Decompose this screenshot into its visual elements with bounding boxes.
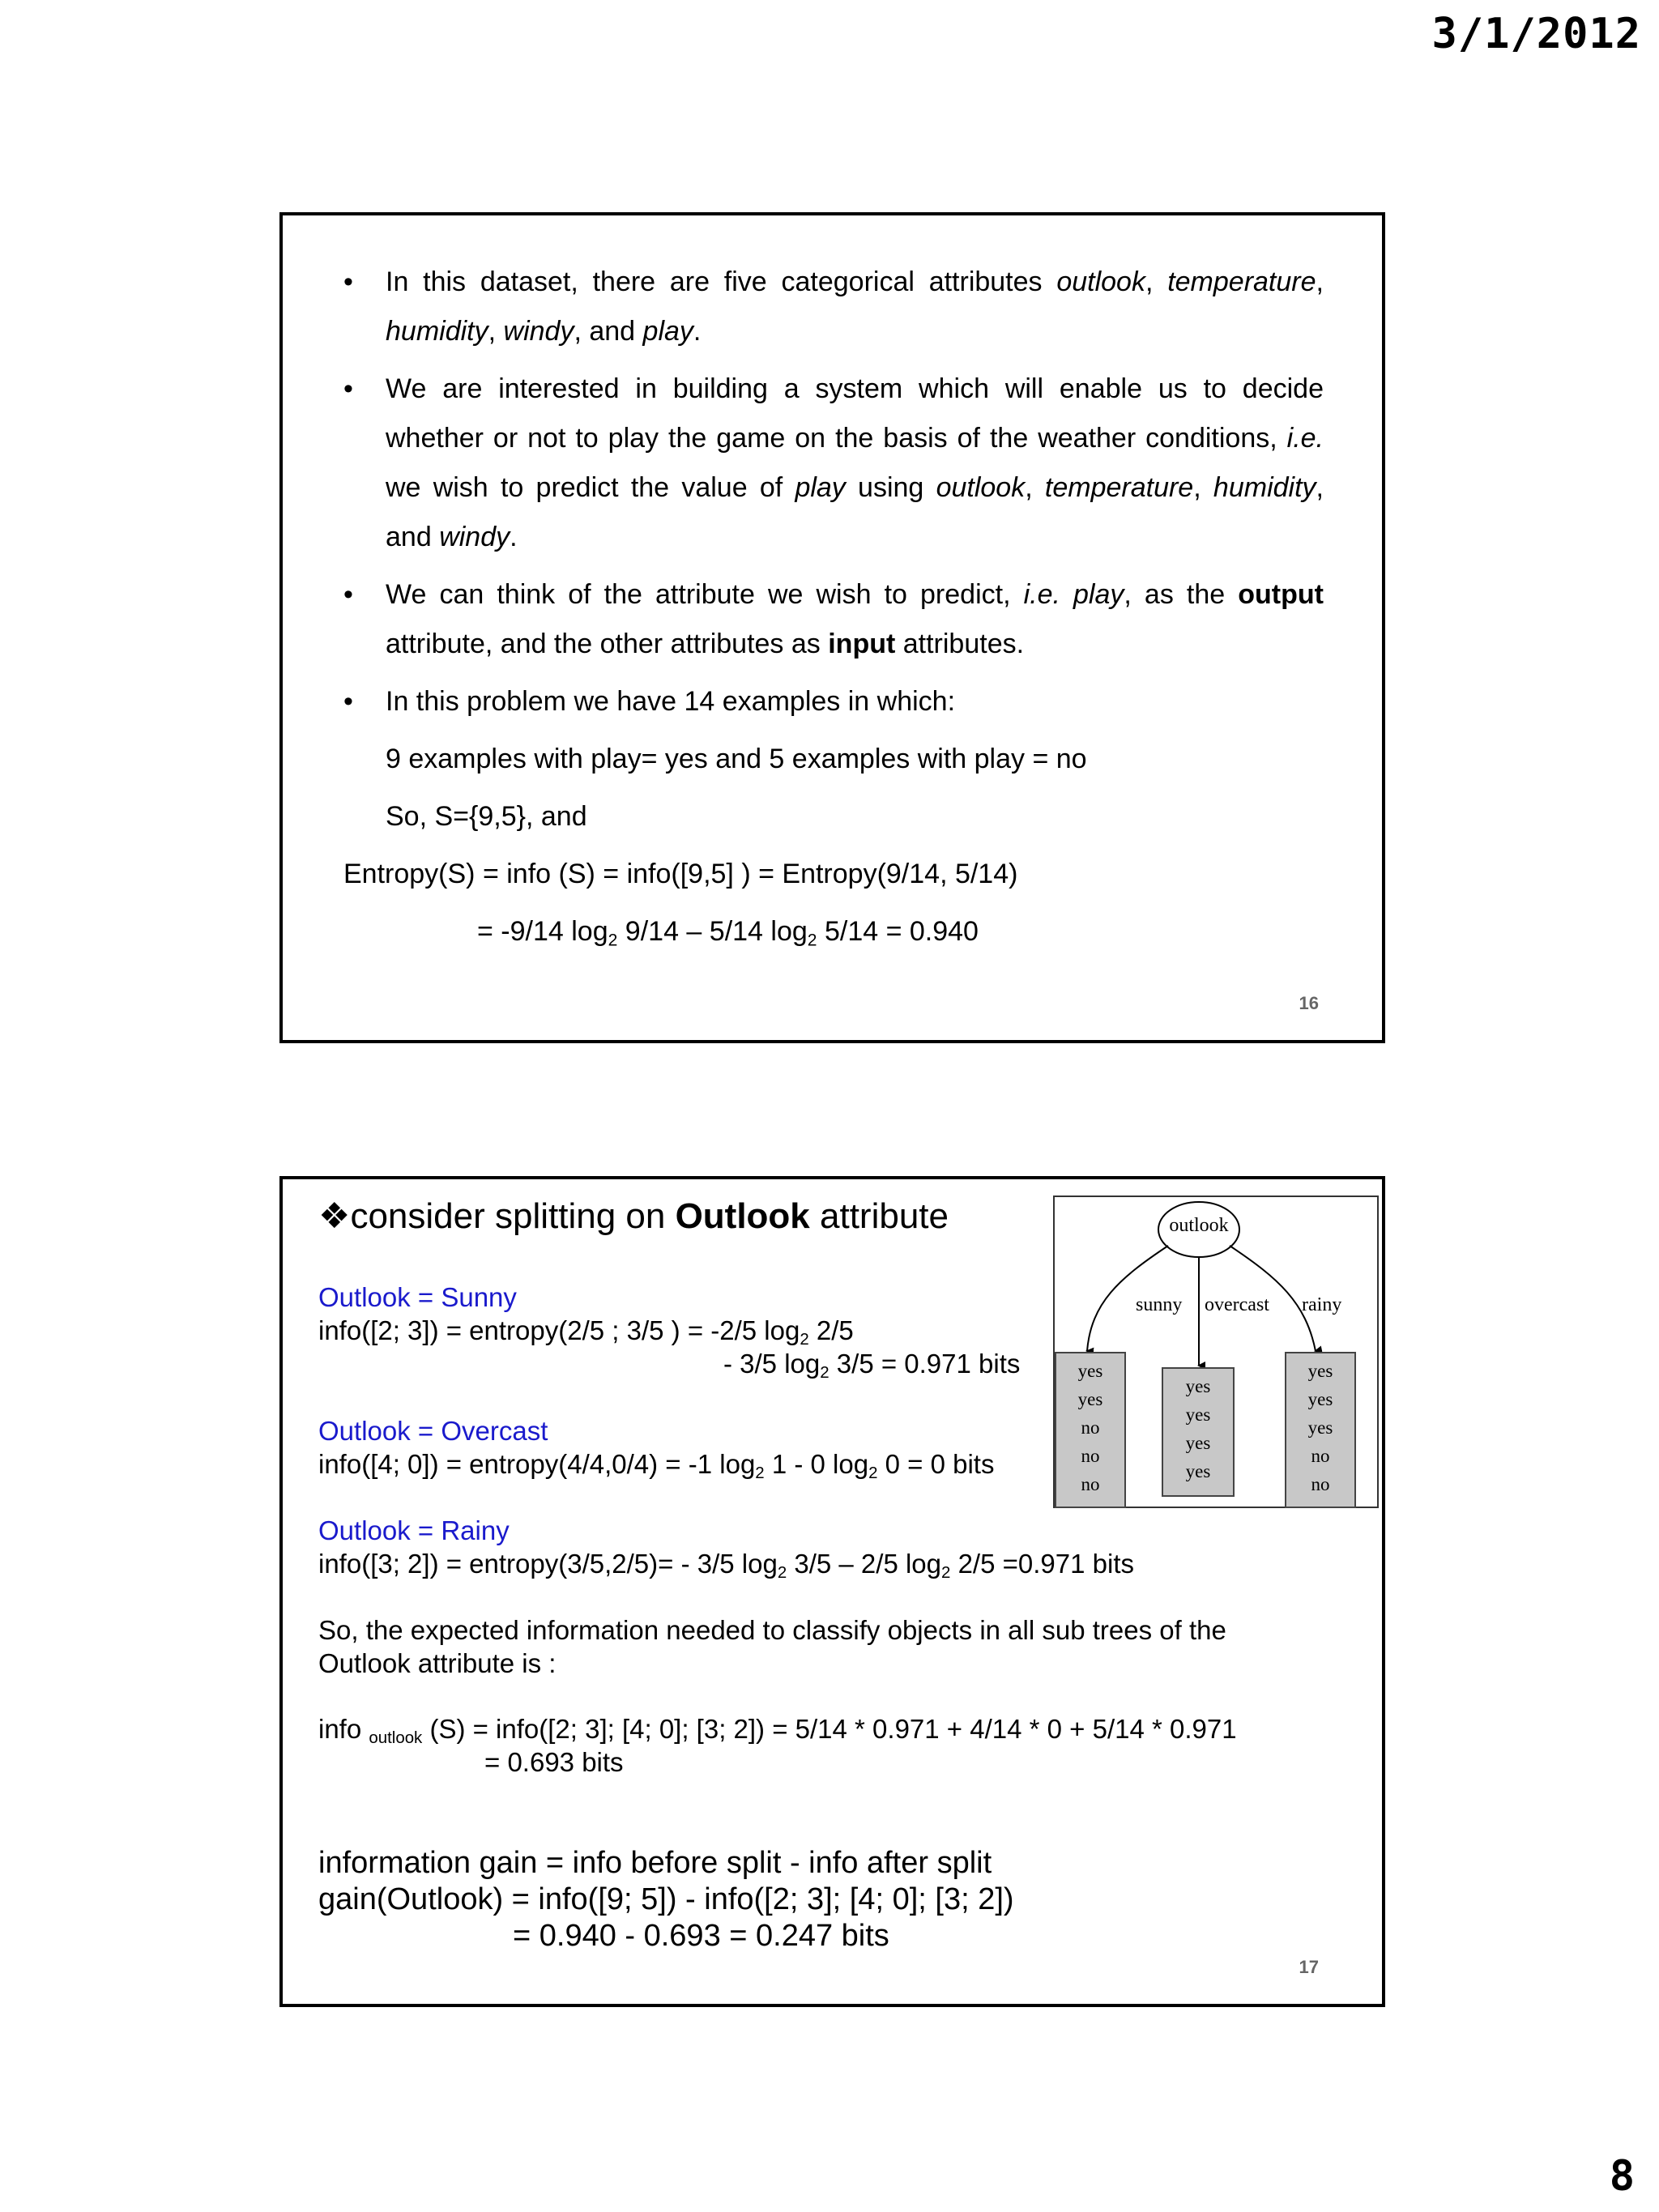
leaf-value: yes (1185, 1404, 1211, 1425)
text: info([3; 2]) = entropy(3/5,2/5)= - 3/5 log (318, 1549, 778, 1579)
text: , (1145, 266, 1168, 297)
text: we wish to predict the value of (386, 472, 795, 503)
subscript: 2 (868, 1464, 878, 1483)
text: , (488, 316, 504, 347)
leaf-value: yes (1185, 1433, 1211, 1453)
subscript: 2 (820, 1363, 830, 1383)
subscript: 2 (800, 1330, 809, 1349)
leaf-value: yes (1185, 1461, 1211, 1481)
examples-count: 9 examples with play= yes and 5 examples with play = no (386, 744, 1087, 774)
leaf-value: no (1081, 1446, 1100, 1466)
text-italic: windy (439, 522, 510, 552)
text-italic: humidity (1213, 472, 1316, 503)
leaf-value: yes (1307, 1417, 1333, 1438)
set-definition: So, S={9,5}, and (386, 801, 587, 832)
rainy-block (318, 1514, 1134, 1583)
leaf-sunny (1055, 1352, 1126, 1508)
slide-17 (279, 1176, 1385, 2007)
text: Outlook attribute is : (318, 1648, 557, 1678)
subscript: 2 (777, 1563, 787, 1583)
branch-label-overcast: overcast (1205, 1294, 1269, 1315)
page-number: 8 (1609, 2152, 1635, 2201)
text: attribute, and the other attributes as (386, 629, 829, 659)
bullet-goal (343, 364, 1324, 562)
leaf-overcast (1162, 1367, 1235, 1497)
text: 2/5 =0.971 bits (950, 1549, 1134, 1579)
sunny-line-1 (318, 1314, 1020, 1347)
text: attribute (809, 1196, 949, 1236)
information-gain (318, 1845, 1014, 1954)
text: , and (574, 316, 643, 347)
text: 1 - 0 log (764, 1449, 869, 1479)
text: attributes. (895, 629, 1025, 659)
entropy-equation: Entropy(S) = info (S) = info([9,5] ) = Entropy(9/14, 5/14) (343, 859, 1018, 889)
text: , and (386, 472, 1324, 552)
decision-tree-figure (1053, 1196, 1379, 1508)
text: , (1316, 266, 1324, 297)
subscript: outlook (369, 1728, 423, 1748)
text: info (318, 1714, 369, 1744)
text: = -9/14 log (477, 916, 608, 947)
text: So, the expected information needed to classify objects in all sub trees of the (318, 1615, 1226, 1645)
leaf-value: yes (1307, 1361, 1333, 1381)
sunny-line-2 (318, 1347, 1021, 1383)
sunny-block (318, 1281, 1021, 1383)
text: using (845, 472, 936, 503)
leaf-value: yes (1077, 1361, 1103, 1381)
text: We are interested in building a system which will enable us to decide whether or not to play the game on the basis of the weather conditions, (386, 373, 1324, 454)
subscript: 2 (755, 1464, 765, 1483)
subscript: 2 (807, 931, 817, 950)
leaf-value: yes (1185, 1376, 1211, 1396)
leaf-value: no (1081, 1417, 1100, 1438)
slide-number: 16 (1299, 993, 1319, 1013)
text: = 0.693 bits (484, 1747, 624, 1777)
text-italic: temperature (1167, 266, 1316, 297)
bullet-dot: • (343, 266, 353, 297)
rainy-line (318, 1547, 1134, 1583)
slide-16 (279, 212, 1385, 1043)
text: . (510, 522, 518, 552)
bullet-dot: • (343, 686, 353, 717)
text: 2/5 (808, 1315, 854, 1345)
text: In this dataset, there are five categorical attributes (386, 266, 1057, 297)
branch-label-sunny: sunny (1136, 1294, 1183, 1315)
bullet-attributes (343, 258, 1324, 356)
text: . (693, 316, 702, 347)
text-bold: input (828, 629, 896, 659)
text-italic: play (642, 316, 693, 347)
leaf-value: yes (1307, 1389, 1333, 1409)
leaf-value: no (1081, 1474, 1100, 1494)
leaf-value: no (1311, 1446, 1330, 1466)
sunny-heading: Outlook = Sunny (318, 1282, 517, 1312)
text: 3/5 – 2/5 log (787, 1549, 942, 1579)
bullet-list (343, 258, 1324, 957)
slide-title (318, 1196, 949, 1237)
subscript: 2 (608, 931, 618, 950)
bullet-examples (343, 677, 1324, 727)
branch-label-rainy: rainy (1302, 1294, 1342, 1315)
text: We can think of the attribute we wish to predict, (386, 579, 1024, 610)
text-italic: humidity (386, 316, 488, 347)
bullet-dot: • (343, 579, 353, 610)
text-bold: output (1238, 579, 1324, 610)
page-date: 3/1/2012 (1431, 10, 1641, 58)
leaf-rainy (1285, 1352, 1356, 1508)
rainy-heading: Outlook = Rainy (318, 1515, 510, 1545)
bullet-output-input (343, 570, 1324, 669)
text-italic: temperature (1044, 472, 1194, 503)
text-italic: play (795, 472, 846, 503)
info-outlook (318, 1712, 1237, 1779)
text: , as the (1124, 579, 1239, 610)
text: , (1193, 472, 1213, 503)
bullet-dot: • (343, 373, 353, 404)
expected-info (318, 1613, 1226, 1680)
text-bold: Outlook (675, 1196, 810, 1236)
text: info([4; 0]) = entropy(4/4,0/4) = -1 log (318, 1449, 756, 1479)
text-italic: i.e. (1286, 423, 1324, 454)
text: 9/14 – 5/14 log (617, 916, 808, 947)
overcast-line (318, 1447, 994, 1481)
text: gain(Outlook) = info([9; 5]) - info([2; 3]; [4; 0]; [3; 2]) (318, 1882, 1014, 1916)
text: consider splitting on (350, 1196, 676, 1236)
text: 5/14 = 0.940 (817, 916, 979, 947)
subscript: 2 (941, 1563, 951, 1583)
slide-number: 17 (1299, 1957, 1319, 1977)
text-italic: outlook (936, 472, 1026, 503)
text: (S) = info([2; 3]; [4; 0]; [3; 2]) = 5/14 * 0.971 + 4/14 * 0 + 5/14 * 0.971 (422, 1714, 1237, 1744)
text: 3/5 = 0.971 bits (829, 1349, 1021, 1379)
text-italic: windy (503, 316, 574, 347)
diamond-bullet-icon: ❖ (318, 1196, 351, 1236)
overcast-block (318, 1414, 994, 1481)
text: In this problem we have 14 examples in which: (386, 686, 956, 717)
text: information gain = info before split - info after split (318, 1846, 992, 1880)
text: , (1025, 472, 1045, 503)
text: info([2; 3]) = entropy(2/5 ; 3/5 ) = -2/5 log (318, 1315, 800, 1345)
overcast-heading: Outlook = Overcast (318, 1416, 548, 1446)
text-italic: outlook (1056, 266, 1145, 297)
text-italic: i.e. play (1023, 579, 1124, 610)
leaf-value: yes (1077, 1389, 1103, 1409)
leaf-value: no (1311, 1474, 1330, 1494)
text: 0 = 0 bits (877, 1449, 995, 1479)
entropy-result (343, 907, 1324, 957)
text: - 3/5 log (723, 1349, 821, 1379)
root-label: outlook (1169, 1215, 1229, 1236)
text: = 0.940 - 0.693 = 0.247 bits (513, 1919, 889, 1953)
